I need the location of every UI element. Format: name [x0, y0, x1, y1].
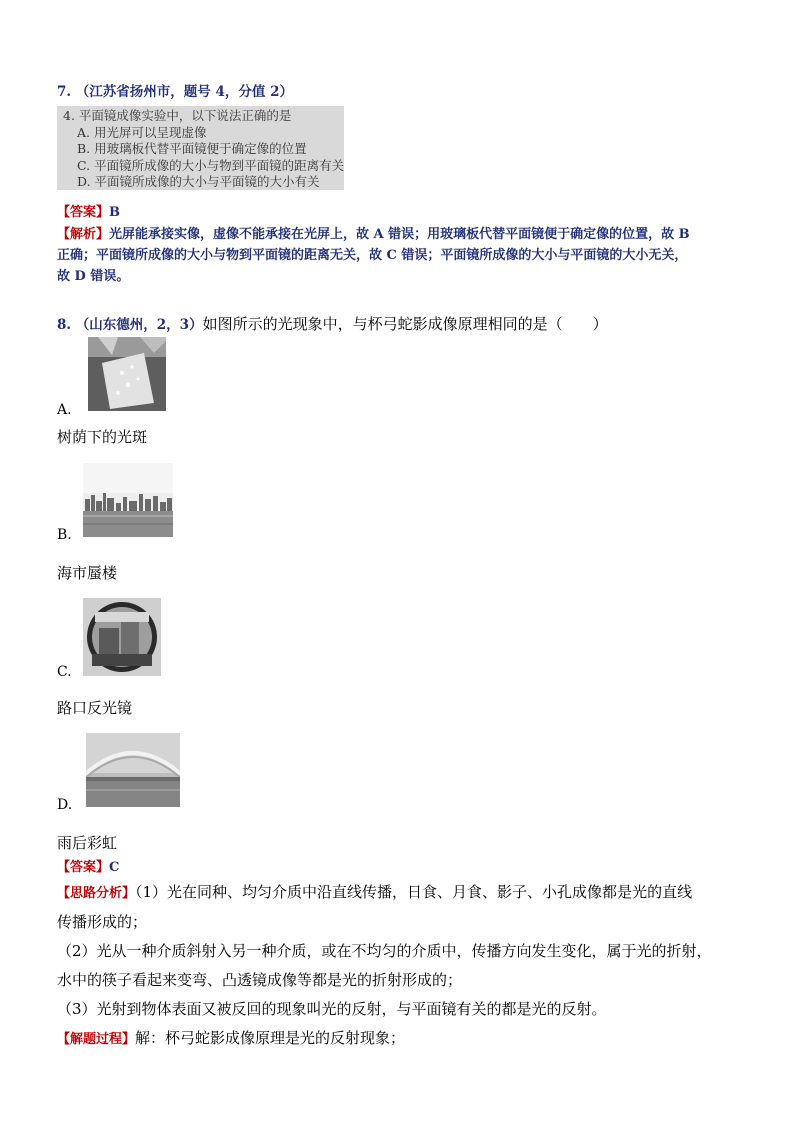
option-c-caption: 路口反光镜 [57, 699, 133, 717]
answer-value: C [109, 860, 120, 875]
idea-line-3: （2）光从一种介质斜射入另一种介质，或在不均匀的介质中，传播方向发生变化，属于光的折射， [57, 942, 712, 960]
option-d-letter: D. [57, 797, 73, 813]
option-d-caption: 雨后彩虹 [57, 834, 118, 852]
q7-answer [57, 202, 120, 223]
option-b-image [83, 463, 173, 537]
answer-tag: 【答案】 [57, 205, 110, 220]
analysis-line-3: 故 D 错误。 [57, 269, 130, 284]
idea-tag: 【思路分析】 [57, 886, 136, 901]
option-a-caption: 树荫下的光斑 [57, 428, 148, 446]
q7-scan-option-c: C. 平面镜所成像的大小与物到平面镜的距离有关 [77, 157, 345, 173]
q7-scan-option-b: B. 用玻璃板代替平面镜便于确定像的位置 [77, 141, 307, 156]
analysis-line-1: 光屏能承接实像，虚像不能承接在光屏上，故 A 错误；用玻璃板代替平面镜便于确定像的位置，故 B [109, 227, 690, 242]
answer-tag: 【答案】 [57, 860, 110, 875]
process-text: 解：杯弓蛇影成像原理是光的反射现象； [135, 1029, 406, 1047]
option-b-caption: 海市蜃楼 [57, 564, 118, 582]
option-a-letter: A. [57, 402, 72, 418]
option-b-letter: B. [57, 527, 72, 543]
q7-scan-option-a: A. 用光屏可以呈现虚像 [77, 124, 207, 140]
answer-value: B [109, 205, 121, 220]
analysis-tag: 【解析】 [57, 227, 110, 242]
q8-source: 8. （山东德州，2，3） [57, 317, 203, 333]
option-c-letter: C. [57, 664, 72, 680]
q8-idea-analysis [57, 878, 757, 1054]
q7-scanned-question [57, 106, 344, 190]
idea-line-2: 传播形成的； [57, 913, 148, 931]
process-tag: 【解题过程】 [57, 1032, 136, 1047]
option-a-image [88, 337, 166, 411]
q8-stem: 如图所示的光现象中，与杯弓蛇影成像原理相同的是（ ） [202, 315, 608, 333]
q7-scan-option-d: D. 平面镜所成像的大小与平面镜的大小有关 [77, 174, 320, 189]
q7-analysis [57, 224, 747, 287]
q7-header: 7. （江苏省扬州市，题号 4，分值 2） [57, 84, 293, 100]
analysis-line-2: 正确；平面镜所成像的大小与物到平面镜的距离无关，故 C 错误；平面镜所成像的大小与平面镜的大小无关， [57, 248, 688, 263]
q8-header [57, 313, 608, 334]
idea-line-4: 水中的筷子看起来变弯、凸透镜成像等都是光的折射形成的； [57, 971, 463, 989]
option-c-image [83, 598, 161, 676]
option-d-image [86, 733, 180, 807]
idea-line-5: （3）光射到物体表面又被反回的现象叫光的反射，与平面镜有关的都是光的反射。 [57, 1000, 607, 1018]
q7-scan-stem: 4. 平面镜成像实验中，以下说法正确的是 [63, 108, 292, 123]
idea-line-1: （1）光在同种、均匀介质中沿直线传播，日食、月食、影子、小孔成像都是光的直线 [135, 883, 693, 901]
q8-answer [57, 857, 119, 878]
